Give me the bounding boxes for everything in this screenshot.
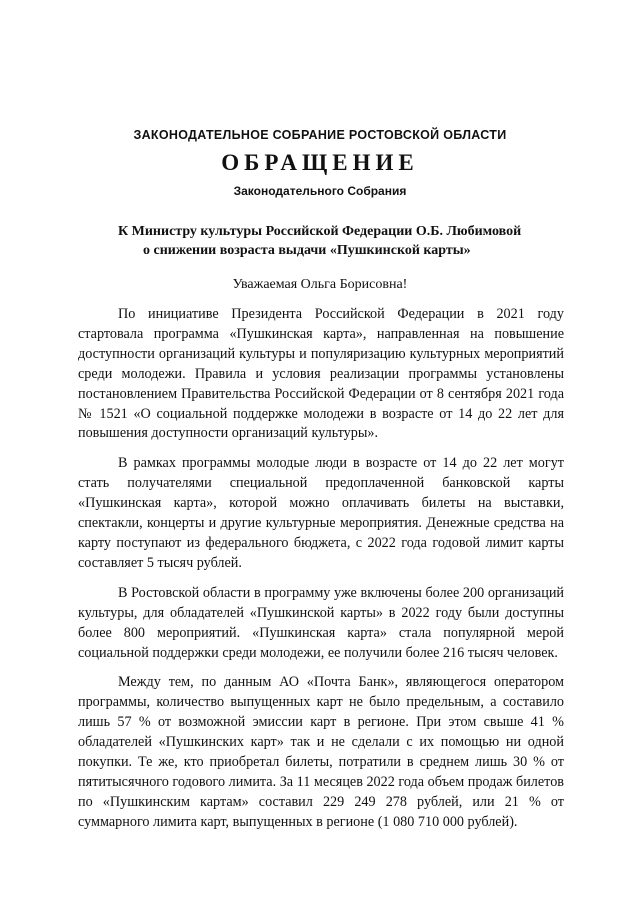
- addressee-line-2: о снижении возраста выдачи «Пушкинской карты»: [143, 243, 471, 258]
- document-type: ОБРАЩЕНИЕ: [221, 150, 419, 175]
- paragraph-1: По инициативе Президента Российской Федерации в 2021 году стартовала программа «Пушкинская карта», направленная на повышение доступности организаций культуры и популяризацию культурных мероприятий среди молодежи. Правила и условия реализации программы установлены постановлением Правительства Российской Федерации от 8 сентября 2021 года № 1521 «О социальной поддержке молодежи в возрасте от 14 до 22 лет для повышения доступности организаций культуры».: [78, 306, 564, 442]
- paragraph-2: В рамках программы молодые люди в возрасте от 14 до 22 лет могут стать получателями специальной предоплаченной банковской карты «Пушкинская карта», которой можно оплачивать билеты на выставки, спектакли, концерты и другие культурные мероприятия. Денежные средства на карту поступают из федерального бюджета, с 2022 года годовой лимит карты составляет 5 тысяч рублей.: [78, 455, 564, 571]
- issuer-name: Законодательного Собрания: [233, 184, 407, 198]
- addressee-line-1: К Министру культуры Российской Федерации О.Б. Любимовой: [118, 224, 522, 239]
- organization-name: ЗАКОНОДАТЕЛЬНОЕ СОБРАНИЕ РОСТОВСКОЙ ОБЛАСТИ: [133, 128, 507, 142]
- paragraph-4: Между тем, по данным АО «Почта Банк», являющегося оператором программы, количество выпущенных карт не было предельным, а составило лишь 57 % от возможной эмиссии карт в регионе. При этом свыше 41 % обладателей «Пушкинских карт» так и не сделали с их помощью ни одной покупки. Те же, кто приобретал билеты, потратили в среднем лишь 30 % от пятитысячного годового лимита. За 11 месяцев 2022 года объем продаж билетов по «Пушкинским картам» составил 229 249 278 рублей, или 21 % от суммарного лимита карт, выпущенных в регионе (1 080 710 000 рублей).: [78, 674, 564, 830]
- body-text: [78, 305, 564, 843]
- paragraph-3: В Ростовской области в программу уже включены более 200 организаций культуры, для обладателей «Пушкинской карты» в 2022 году были доступны более 800 мероприятий. «Пушкинская карта» стала популярной мерой социальной поддержки среди молодежи, ее получили более 216 тысяч человек.: [78, 584, 564, 661]
- salutation: Уважаемая Ольга Борисовна!: [232, 277, 408, 292]
